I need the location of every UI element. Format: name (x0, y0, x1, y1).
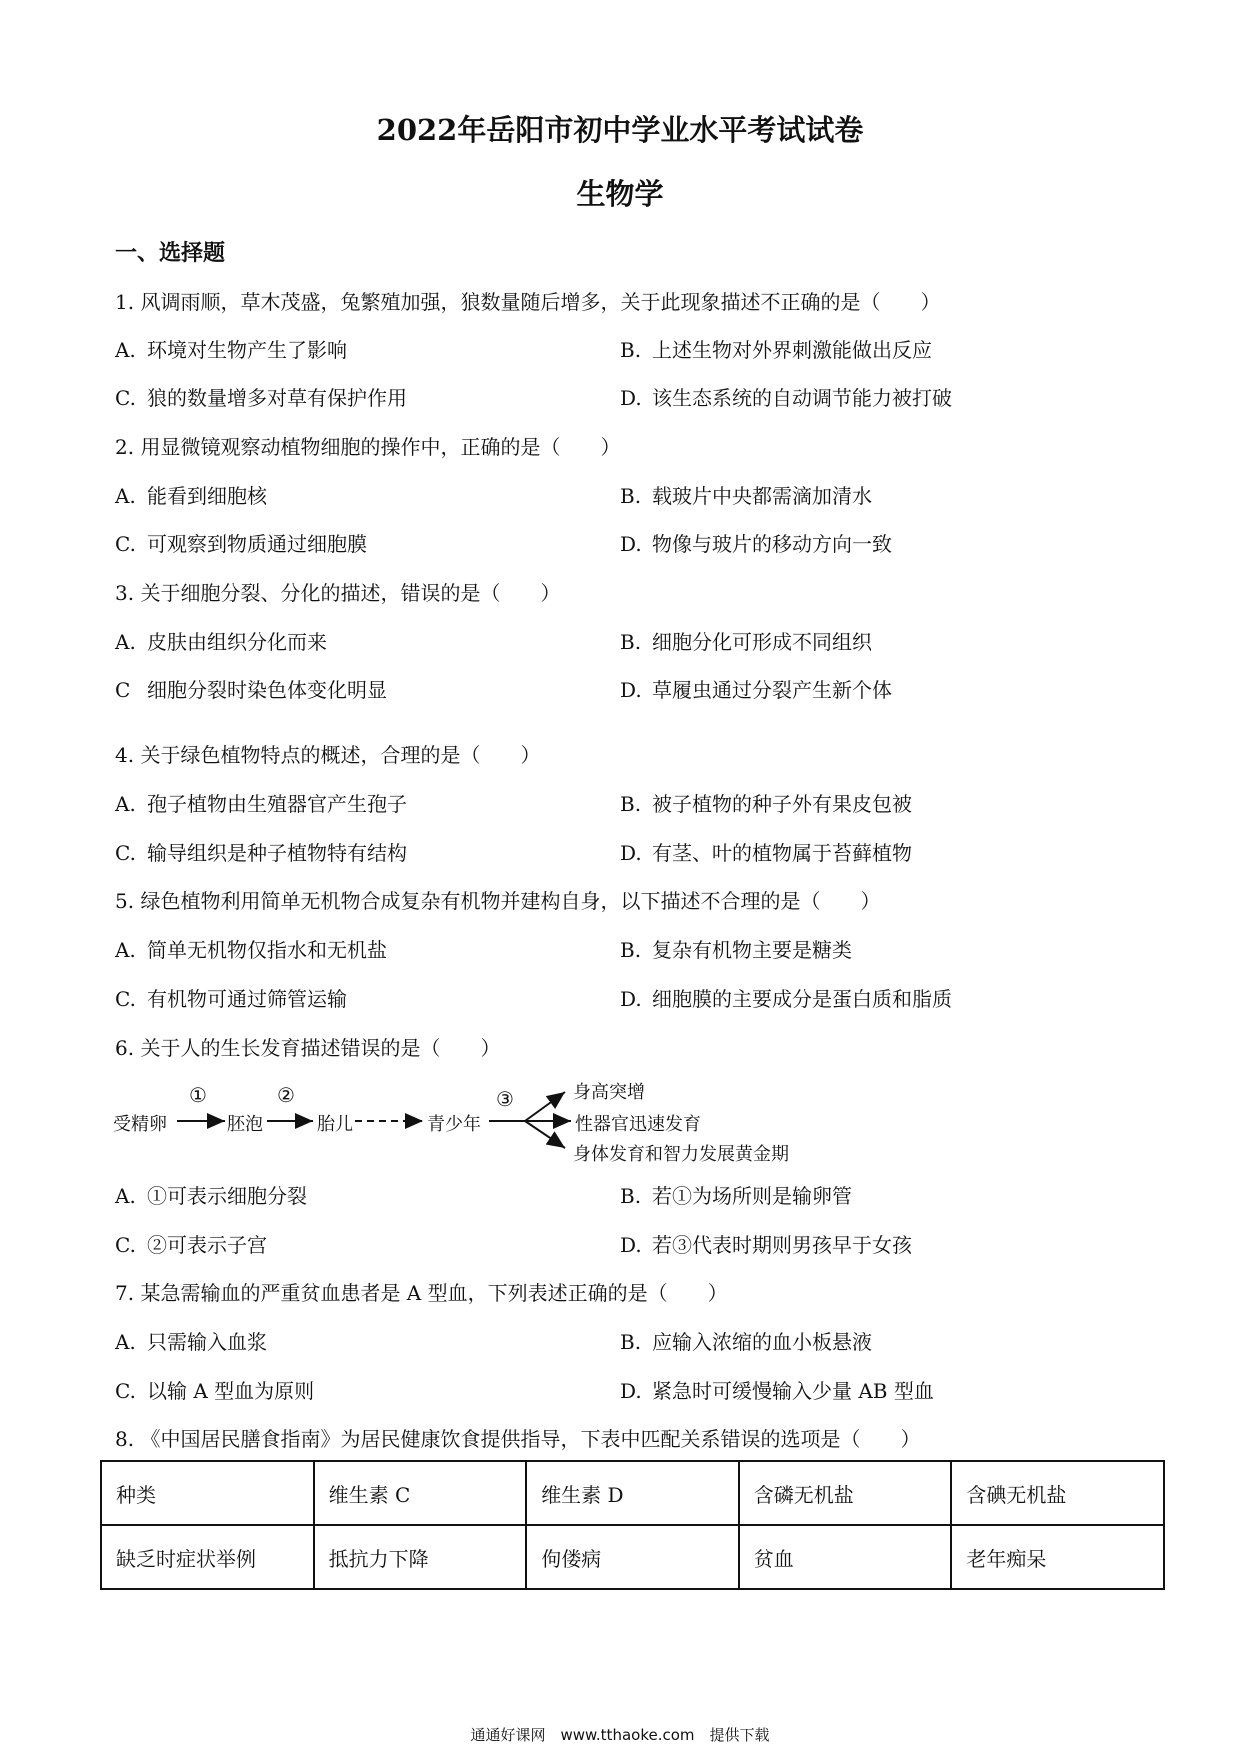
table-cell: 贫血 (739, 1525, 952, 1589)
option-text: 复杂有机物主要是糖类 (652, 938, 852, 962)
option-label: B. (620, 338, 642, 362)
diagram-step-1: ① (189, 1083, 207, 1107)
question-4-stem: 4. 关于绿色植物特点的概述，合理的是（ ） (115, 743, 541, 767)
option-label: A. (115, 938, 136, 962)
question-1-stem: 1. 风调雨顺，草木茂盛，兔繁殖加强，狼数量随后增多，关于此现象描述不正确的是（ ） (115, 290, 941, 314)
footer-watermark: 通通好课网 www.tthaoke.com 提供下载 (470, 1726, 770, 1744)
option-label: B. (620, 1330, 642, 1354)
option-label: D. (620, 386, 642, 410)
option-label: D. (620, 841, 642, 865)
option-label: B. (620, 938, 642, 962)
development-diagram (113, 1080, 833, 1165)
page-subtitle: 生物学 (576, 177, 664, 211)
question-6-option-c (115, 1229, 267, 1258)
question-2-option-b (620, 480, 872, 509)
option-text: 载玻片中央都需滴加清水 (652, 484, 872, 508)
option-text: 细胞膜的主要成分是蛋白质和脂质 (652, 987, 952, 1011)
question-1-option-d (620, 382, 952, 411)
option-text: 可观察到物质通过细胞膜 (147, 532, 367, 556)
option-label: B. (620, 630, 642, 654)
table-cell: 种类 (101, 1461, 314, 1525)
question-3-stem: 3. 关于细胞分裂、分化的描述，错误的是（ ） (115, 581, 561, 605)
question-5-option-d (620, 983, 952, 1012)
question-8-stem: 8. 《中国居民膳食指南》为居民健康饮食提供指导，下表中匹配关系错误的选项是（ ） (115, 1427, 921, 1451)
table-cell: 佝偻病 (526, 1525, 739, 1589)
question-4-option-d (620, 837, 912, 866)
option-text: 有茎、叶的植物属于苔藓植物 (652, 841, 912, 865)
diagram-node-zygote: 受精卵 (113, 1114, 167, 1135)
option-text: ①可表示细胞分裂 (147, 1184, 307, 1208)
table-cell: 老年痴呆 (951, 1525, 1164, 1589)
option-text: 细胞分裂时染色体变化明显 (147, 678, 387, 702)
question-2-stem: 2. 用显微镜观察动植物细胞的操作中，正确的是（ ） (115, 435, 621, 459)
page-title: 2022年岳阳市初中学业水平考试试卷 (376, 113, 864, 147)
option-label: D. (620, 678, 642, 702)
option-text: 若①为场所则是输卵管 (652, 1184, 852, 1208)
option-label: D. (620, 1379, 642, 1403)
diagram-node-adolescent: 青少年 (427, 1114, 481, 1135)
option-text: 皮肤由组织分化而来 (147, 630, 327, 654)
question-3-option-d (620, 674, 892, 703)
table-row (101, 1525, 1164, 1589)
option-label: C. (115, 987, 136, 1011)
option-text: 能看到细胞核 (147, 484, 267, 508)
option-text: 只需输入血浆 (147, 1330, 267, 1354)
option-label: C. (115, 386, 136, 410)
option-label: C. (115, 532, 136, 556)
question-1-option-c (115, 382, 407, 411)
table-cell: 含磷无机盐 (739, 1461, 952, 1525)
question-7-option-b (620, 1326, 872, 1355)
question-4-option-a (115, 788, 407, 817)
question-4-option-b (620, 788, 912, 817)
question-6-option-b (620, 1180, 852, 1209)
option-text: 细胞分化可形成不同组织 (652, 630, 872, 654)
option-text: 被子植物的种子外有果皮包被 (652, 792, 912, 816)
diagram-node-blastocyst: 胚泡 (227, 1114, 263, 1135)
question-4-option-c (115, 837, 407, 866)
option-label: B. (620, 484, 642, 508)
option-label: A. (115, 792, 136, 816)
option-text: 环境对生物产生了影响 (147, 338, 347, 362)
option-label: A. (115, 484, 136, 508)
diagram-step-3: ③ (496, 1087, 514, 1111)
option-text: 紧急时可缓慢输入少量 AB 型血 (652, 1379, 934, 1403)
question-7-option-c (115, 1375, 314, 1404)
question-7-stem: 7. 某急需输血的严重贫血患者是 A 型血，下列表述正确的是（ ） (115, 1281, 728, 1305)
question-2-option-d (620, 528, 892, 557)
question-1-option-a (115, 334, 347, 363)
diagram-branch-golden-period: 身体发育和智力发展黄金期 (573, 1144, 789, 1165)
question-5-option-c (115, 983, 347, 1012)
section-heading: 一、选择题 (115, 240, 226, 266)
option-text: 孢子植物由生殖器官产生孢子 (147, 792, 407, 816)
option-text: 上述生物对外界刺激能做出反应 (652, 338, 932, 362)
question-5-option-a (115, 934, 387, 963)
option-label: C. (115, 1233, 136, 1257)
diagram-step-2: ② (277, 1083, 295, 1107)
table-cell: 抵抗力下降 (314, 1525, 527, 1589)
option-text: 该生态系统的自动调节能力被打破 (652, 386, 952, 410)
question-2-option-a (115, 480, 267, 509)
question-6-option-a (115, 1180, 307, 1209)
question-5-stem: 5. 绿色植物利用简单无机物合成复杂有机物并建构自身，以下描述不合理的是（ ） (115, 889, 881, 913)
table-cell: 含碘无机盐 (951, 1461, 1164, 1525)
option-label: A. (115, 1184, 136, 1208)
question-3-option-c (115, 674, 387, 703)
option-text: 草履虫通过分裂产生新个体 (652, 678, 892, 702)
table-cell: 缺乏时症状举例 (101, 1525, 314, 1589)
question-6-option-d (620, 1229, 912, 1258)
option-label: D. (620, 987, 642, 1011)
option-label: B. (620, 792, 642, 816)
diagram-branch-sexual-organs: 性器官迅速发育 (575, 1114, 701, 1135)
option-label: D. (620, 532, 642, 556)
option-label: A. (115, 1330, 136, 1354)
question-5-option-b (620, 934, 852, 963)
question-7-option-d (620, 1375, 934, 1404)
table-row (101, 1461, 1164, 1525)
branch-arrow-bottom (525, 1121, 565, 1148)
table-cell: 维生素 D (526, 1461, 739, 1525)
question-3-option-b (620, 626, 872, 655)
option-text: 物像与玻片的移动方向一致 (652, 532, 892, 556)
question-1-option-b (620, 334, 932, 363)
option-text: 输导组织是种子植物特有结构 (147, 841, 407, 865)
option-text: 狼的数量增多对草有保护作用 (147, 386, 407, 410)
branch-arrow-top (525, 1092, 565, 1121)
question-6-stem: 6. 关于人的生长发育描述错误的是（ ） (115, 1036, 501, 1060)
option-label: C (115, 678, 131, 702)
option-label: C. (115, 841, 136, 865)
option-label: A. (115, 338, 136, 362)
option-text: ②可表示子宫 (147, 1233, 267, 1257)
diagram-branch-height: 身高突增 (573, 1082, 645, 1103)
option-label: D. (620, 1233, 642, 1257)
option-text: 若③代表时期则男孩早于女孩 (652, 1233, 912, 1257)
option-text: 简单无机物仅指水和无机盐 (147, 938, 387, 962)
nutrition-table (100, 1460, 1165, 1590)
option-text: 以输 A 型血为原则 (147, 1379, 315, 1403)
option-label: A. (115, 630, 136, 654)
option-text: 有机物可通过筛管运输 (147, 987, 347, 1011)
table-cell: 维生素 C (314, 1461, 527, 1525)
question-7-option-a (115, 1326, 267, 1355)
option-label: B. (620, 1184, 642, 1208)
question-2-option-c (115, 528, 367, 557)
option-label: C. (115, 1379, 136, 1403)
diagram-node-fetus: 胎儿 (317, 1114, 353, 1135)
option-text: 应输入浓缩的血小板悬液 (652, 1330, 872, 1354)
question-3-option-a (115, 626, 327, 655)
